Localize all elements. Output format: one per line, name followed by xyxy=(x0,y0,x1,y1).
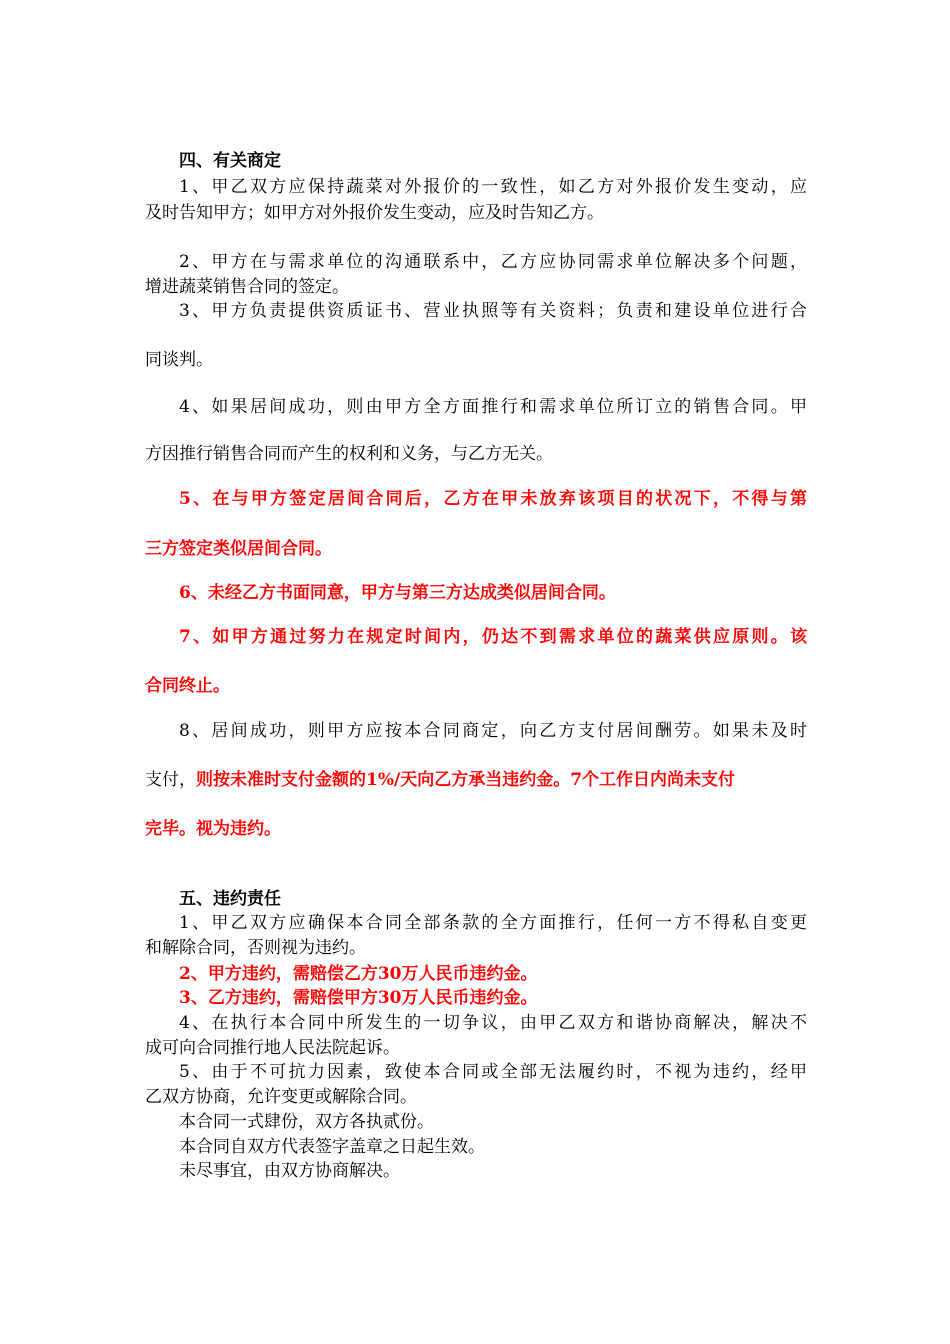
s5-p1-line1: 1、甲乙双方应确保本合同全部条款的全方面推行，任何一方不得私自变更 xyxy=(179,913,807,933)
s4-p8-line2-black: 支付， xyxy=(145,770,196,790)
s4-p8-line2-red: 则按未准时支付金额的1%/天向乙方承当违约金。7个工作日内尚未支付 xyxy=(196,770,736,790)
section4-heading: 四、有关商定 xyxy=(179,151,281,171)
s4-p3-line2: 同谈判。 xyxy=(145,350,213,370)
s4-p6: 6、未经乙方书面同意，甲方与第三方达成类似居间合同。 xyxy=(179,583,616,603)
s4-p4-line2: 方因推行销售合同而产生的权利和义务，与乙方无关。 xyxy=(145,444,553,464)
s5-p4-line2: 成可向合同推行地人民法院起诉。 xyxy=(145,1038,400,1058)
s5-p7: 本合同自双方代表签字盖章之日起生效。 xyxy=(179,1137,485,1157)
s5-p3: 3、乙方违约，需赔偿甲方30万人民币违约金。 xyxy=(179,988,538,1008)
s5-p2: 2、甲方违约，需赔偿乙方30万人民币违约金。 xyxy=(179,964,538,984)
s4-p7-line2: 合同终止。 xyxy=(145,676,230,696)
s4-p8-line1: 8、居间成功，则甲方应按本合同商定，向乙方支付居间酬劳。如果未及时 xyxy=(179,721,807,741)
s5-p1-line2: 和解除合同，否则视为违约。 xyxy=(145,938,366,958)
s4-p7-line1: 7、如甲方通过努力在规定时间内，仍达不到需求单位的蔬菜供应原则。该 xyxy=(179,627,807,647)
section5-heading: 五、违约责任 xyxy=(179,889,281,909)
s5-p5-line2: 乙双方协商，允许变更或解除合同。 xyxy=(145,1087,417,1107)
s4-p5-line1: 5、在与甲方签定居间合同后，乙方在甲未放弃该项目的状况下，不得与第 xyxy=(179,489,807,509)
s4-p2-line2: 增进蔬菜销售合同的签定。 xyxy=(145,277,349,297)
s4-p8-line3: 完毕。视为违约。 xyxy=(145,819,281,839)
s4-p8-line2 xyxy=(145,768,807,793)
s4-p1-line1: 1、甲乙双方应保持蔬菜对外报价的一致性，如乙方对外报价发生变动，应 xyxy=(179,177,807,197)
s4-p5-line2: 三方签定类似居间合同。 xyxy=(145,539,332,559)
s4-p4-line1: 4、如果居间成功，则由甲方全方面推行和需求单位所订立的销售合同。甲 xyxy=(179,397,807,417)
s5-p4-line1: 4、在执行本合同中所发生的一切争议，由甲乙双方和谐协商解决，解决不 xyxy=(179,1013,807,1033)
s4-p3-line1: 3、甲方负责提供资质证书、营业执照等有关资料；负责和建设单位进行合 xyxy=(179,301,807,321)
s5-p8: 未尽事宜，由双方协商解决。 xyxy=(179,1161,400,1181)
s4-p1-line2: 及时告知甲方；如甲方对外报价发生变动，应及时告知乙方。 xyxy=(145,203,604,223)
s4-p2-line1: 2、甲方在与需求单位的沟通联系中，乙方应协同需求单位解决多个问题， xyxy=(179,252,807,272)
s5-p6: 本合同一式肆份，双方各执贰份。 xyxy=(179,1112,434,1132)
s5-p5-line1: 5、由于不可抗力因素，致使本合同或全部无法履约时，不视为违约，经甲 xyxy=(179,1062,807,1082)
